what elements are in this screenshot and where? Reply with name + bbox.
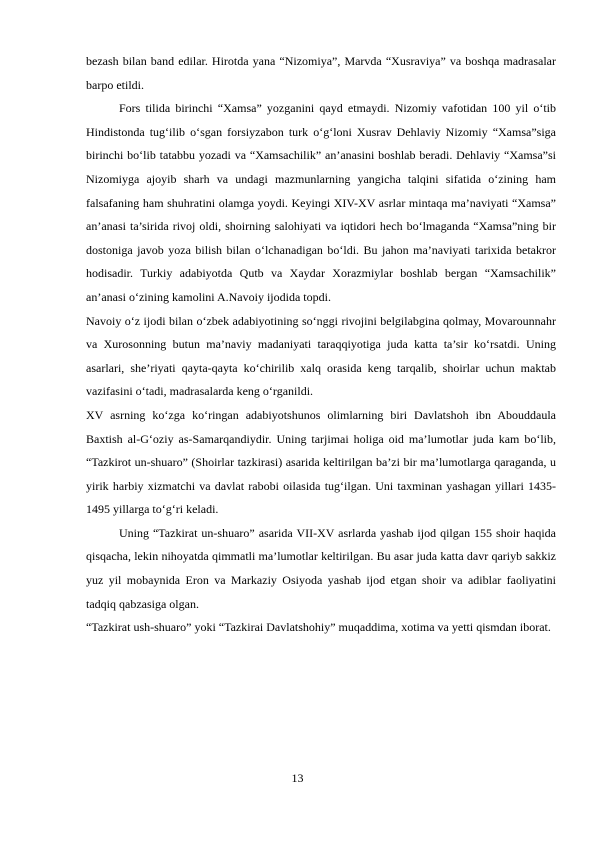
paragraph-3: Navoiy o‘z ijodi bilan o‘zbek adabiyotining so‘nggi rivojini belgilabgina qolmay, Movarounnahr va Xurosonning butun ma’naviy madaniyati taraqqiyotiga juda katta ta’sir ko‘rsatdi. Uning asarlari, she’riyati qayta-qayta ko‘chirilib xalq orasida keng tarqalib, shoirlar uchun maktab vazifasini o‘tadi, madrasalarda keng o‘rganildi.	[86, 313, 556, 399]
paragraph-1: bezash bilan band edilar. Hirotda yana “Nizomiya”, Marvda “Xusraviya” va boshqa madrasalar barpo etildi.	[86, 54, 556, 92]
paragraph-6: “Tazkirat ush-shuaro” yoki “Tazkirai Davlatshohiy” muqaddima, xotima va yetti qismdan iborat.	[86, 620, 551, 635]
body-text	[86, 50, 556, 640]
paragraph-2: Fors tilida birinchi “Xamsa” yozganini qayd etmaydi. Nizomiy vafotidan 100 yil o‘tib Hindistonda tug‘ilib o‘sgan forsiyzabon turk o‘g‘loni Xusrav Dehlaviy Nizomiy “Xamsa”siga birinchi bo‘lib tatabbu yozadi va “Xamsachilik” an’anasini boshlab beradi. Dehlaviy “Xamsa”si Nizomiyga ajoyib sharh va undagi mazmunlarning yangicha talqini sifatida o‘zining ham falsafaning ham shuhratini olamga yoydi. Keyingi XIV-XV asrlar mintaqa ma’naviyati “Xamsa” an’anasi ta’sirida rivoj oldi, shoirning salohiyati va iqtidori hech bo‘lmaganda “Xamsa”ning bir dostoniga javob yoza bilish bilan o‘lchanadigan bo‘ldi. Bu jahon ma’naviyati tarixida betakror hodisadir. Turkiy adabiyotda Qutb va Xaydar Xorazmiylar boshlab bergan “Xamsachilik” an’anasi o‘zining kamolini A.Navoiy ijodida topdi.	[86, 101, 556, 304]
paragraph-5: Uning “Tazkirat un-shuaro” asarida VII-XV asrlarda yashab ijod qilgan 155 shoir haqida qisqacha, lekin nihoyatda qimmatli ma’lumotlar keltirilgan. Bu asar juda katta davr qariyb sakkiz yuz yil mobaynida Eron va Markaziy Osiyoda yashab ijod etgan shoir va adiblar faoliyatini tadqiq qabzasiga olgan.	[86, 525, 556, 611]
paragraph-4: XV asrning ko‘zga ko‘ringan adabiyotshunos olimlarning biri Davlatshoh ibn Abouddaula Baxtish al-G‘oziy as-Samarqandiydir. Uning tarjimai holiga oid ma’lumotlar juda kam bo‘lib, “Tazkirot un-shuaro” (Shoirlar tazkirasi) asarida keltirilgan ba’zi bir ma’lumotlarga qaraganda, u yirik harbiy xizmatchi va davlat rabobi oilasida tug‘ilgan. Uni taxminan yashagan yillari 1435-1495 yillarga to‘g‘ri keladi.	[86, 407, 556, 517]
page-number: 13	[291, 771, 304, 785]
